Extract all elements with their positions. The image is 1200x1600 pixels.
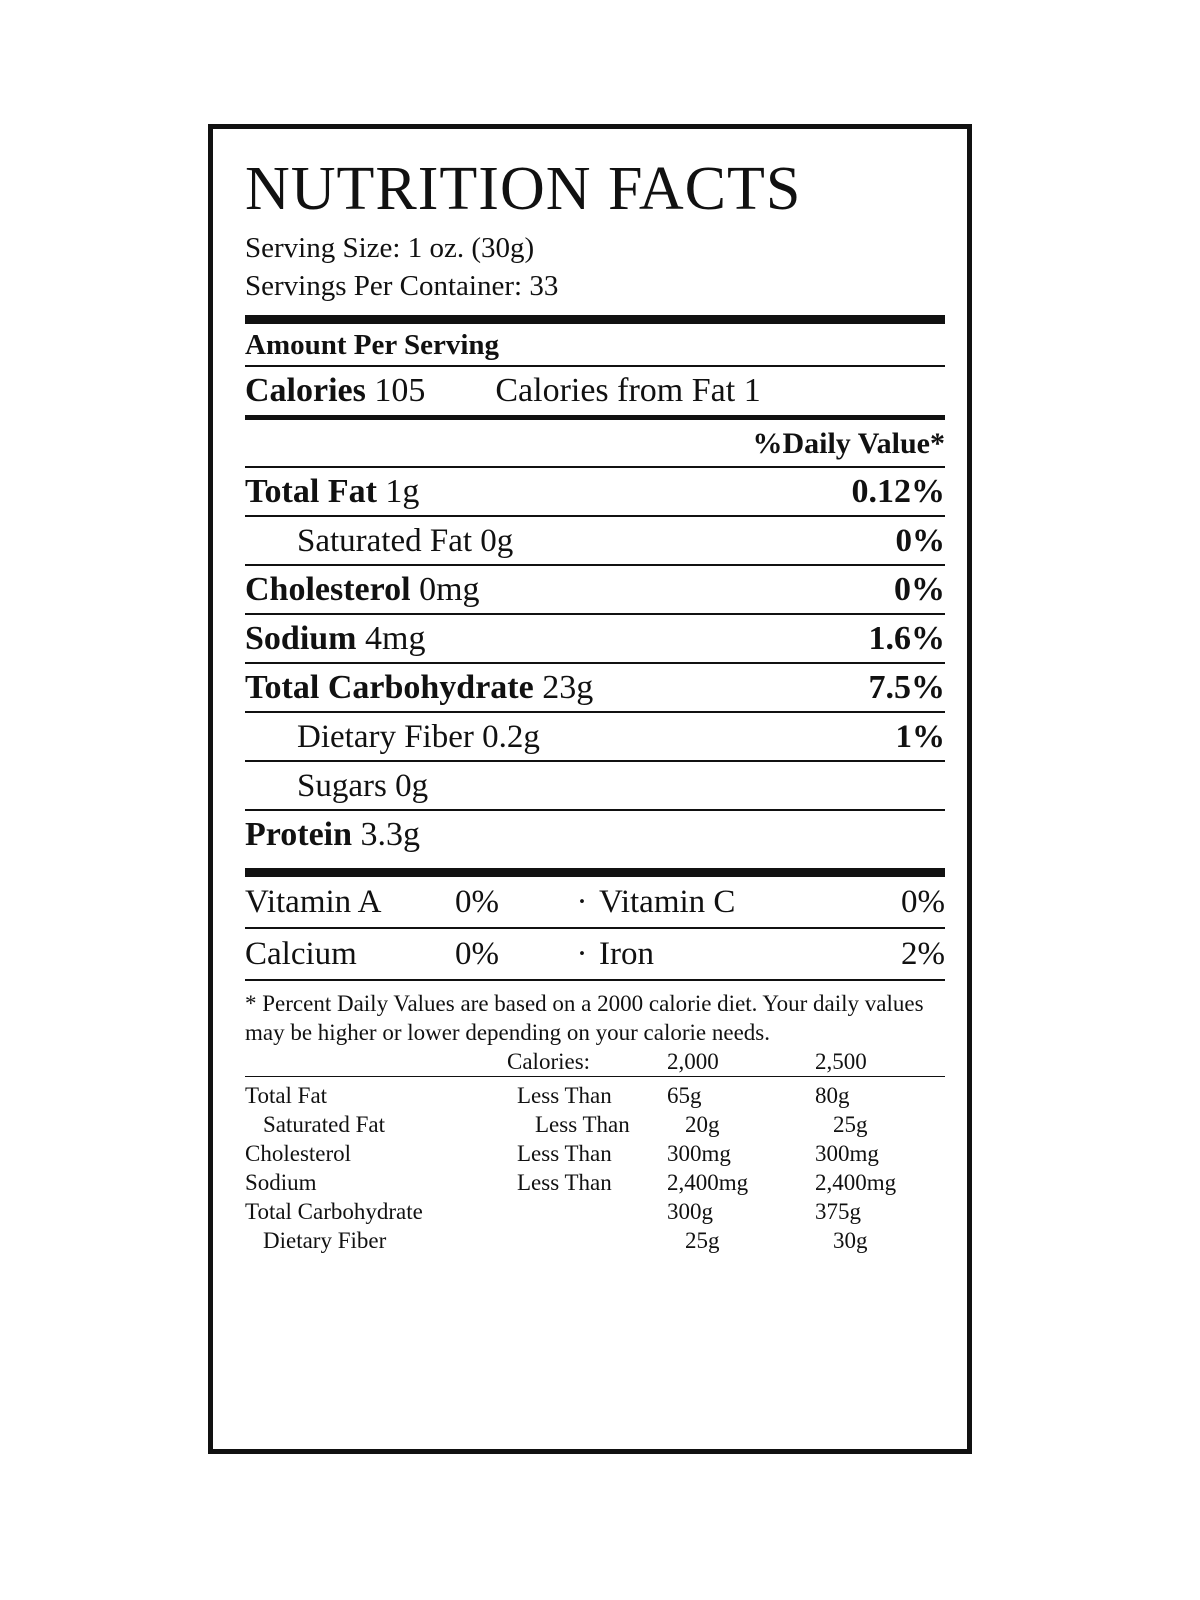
nutrient-dv: 0.12%: [851, 473, 945, 510]
vitamin-a-value: 0%: [455, 884, 499, 920]
servings-per-container: Servings Per Container: 33: [245, 270, 559, 302]
separator-dot: ·: [576, 936, 588, 972]
dv-row-2500: 300mg: [815, 1141, 879, 1166]
nutrient-amount: 0g: [480, 523, 514, 559]
nutrient-name: Sugars: [297, 768, 387, 804]
nutrient-name: Total Carbohydrate: [245, 669, 534, 706]
iron-value: 2%: [901, 936, 945, 972]
nutrient-row-total-carbohydrate: [245, 664, 945, 711]
nutrient-amount: 0.2g: [482, 719, 540, 755]
vitamin-c-label: Vitamin C: [599, 884, 736, 920]
nutrient-name: Cholesterol: [245, 571, 411, 608]
amount-per-serving-label: Amount Per Serving: [245, 329, 500, 361]
dv-row-name: Cholesterol: [245, 1141, 352, 1166]
nutrient-row-sodium: [245, 615, 945, 662]
calcium-label: Calcium: [245, 936, 357, 972]
nutrient-name: Saturated Fat: [297, 523, 473, 559]
dv-row-2000: 300mg: [667, 1141, 731, 1166]
nutrient-amount: 23g: [542, 669, 594, 706]
nutrient-amount: 3.3g: [360, 816, 421, 853]
dv-row-qualifier: [535, 1226, 685, 1255]
dv-table-col-2000: 2,000: [667, 1049, 719, 1074]
vitamin-row-1: [245, 877, 945, 927]
dv-row-name: Total Fat: [245, 1083, 328, 1108]
dv-table-header: [245, 1047, 945, 1076]
calcium-value: 0%: [455, 936, 499, 972]
divider-thick-top: [245, 315, 945, 324]
nutrient-amount: 1g: [385, 473, 420, 510]
page-title: NUTRITION FACTS: [245, 155, 802, 223]
dv-row-2500: 2,400mg: [815, 1170, 897, 1195]
divider-thick-vitamins: [245, 868, 945, 877]
table-row: [245, 1168, 945, 1197]
dv-row-2000: 300g: [667, 1199, 713, 1224]
table-row: [245, 1139, 945, 1168]
dv-row-qualifier: Less Than: [517, 1141, 612, 1166]
nutrient-dv: 0%: [895, 523, 945, 559]
nutrient-row-saturated-fat: [245, 517, 945, 564]
nutrient-dv: 1%: [895, 719, 945, 755]
vitamin-row-2: [245, 929, 945, 979]
nutrient-amount: 0g: [395, 768, 429, 804]
nutrient-dv: 0%: [894, 571, 945, 608]
dv-table-calories-label: Calories:: [507, 1049, 591, 1074]
nutrient-row-sugars: [245, 762, 945, 809]
nutrient-name: Dietary Fiber: [297, 719, 474, 755]
dv-row-qualifier: Less Than: [535, 1112, 630, 1137]
nutrient-amount: 4mg: [365, 620, 426, 657]
nutrient-row-total-fat: [245, 468, 945, 515]
separator-dot: ·: [576, 884, 588, 920]
dv-row-2000: 20g: [685, 1112, 720, 1137]
vitamin-a-label: Vitamin A: [245, 884, 382, 920]
daily-value-header: %Daily Value*: [752, 427, 945, 460]
daily-value-footnote: * Percent Daily Values are based on a 2000 calorie diet. Your daily values may be higher or lower depending on your calorie needs.: [245, 991, 924, 1045]
dv-row-qualifier: Less Than: [517, 1083, 612, 1108]
table-row: [245, 1197, 945, 1226]
dv-row-2500: 375g: [815, 1199, 861, 1224]
table-row: [245, 1226, 945, 1255]
dv-row-2000: 65g: [667, 1083, 702, 1108]
calories-from-fat-value: 1: [743, 372, 761, 409]
dv-row-name: Total Carbohydrate: [245, 1199, 423, 1224]
vitamin-c-value: 0%: [901, 884, 945, 920]
nutrient-row-protein: [245, 811, 945, 858]
nutrient-dv: 1.6%: [868, 620, 945, 657]
nutrition-facts-label: [208, 124, 972, 1454]
nutrient-name: Total Fat: [245, 473, 377, 510]
dv-table-col-2500: 2,500: [815, 1049, 867, 1074]
dv-row-2500: 80g: [815, 1083, 850, 1108]
nutrient-row-dietary-fiber: [245, 713, 945, 760]
calories-row: [245, 367, 945, 415]
calories-from-fat-label: Calories from Fat: [495, 372, 736, 409]
calories-value: 105: [374, 372, 426, 409]
dv-row-qualifier: [517, 1197, 667, 1226]
dv-row-2500: 30g: [833, 1228, 868, 1253]
dv-row-2000: 25g: [685, 1228, 720, 1253]
dv-row-name: Saturated Fat: [263, 1112, 385, 1137]
calories-label: Calories: [245, 372, 366, 409]
table-row: [245, 1110, 945, 1139]
dv-row-name: Sodium: [245, 1170, 317, 1195]
dv-row-2000: 2,400mg: [667, 1170, 749, 1195]
dv-row-qualifier: Less Than: [517, 1170, 612, 1195]
nutrient-name: Sodium: [245, 620, 357, 657]
iron-label: Iron: [599, 936, 654, 972]
serving-size: Serving Size: 1 oz. (30g): [245, 232, 535, 264]
nutrient-name: Protein: [245, 816, 353, 853]
dv-reference-table: [245, 1077, 945, 1255]
dv-row-name: Dietary Fiber: [263, 1228, 387, 1253]
nutrient-dv: 7.5%: [868, 669, 945, 706]
nutrient-row-cholesterol: [245, 566, 945, 613]
nutrient-amount: 0mg: [419, 571, 480, 608]
dv-row-2500: 25g: [833, 1112, 868, 1137]
table-row: [245, 1081, 945, 1110]
